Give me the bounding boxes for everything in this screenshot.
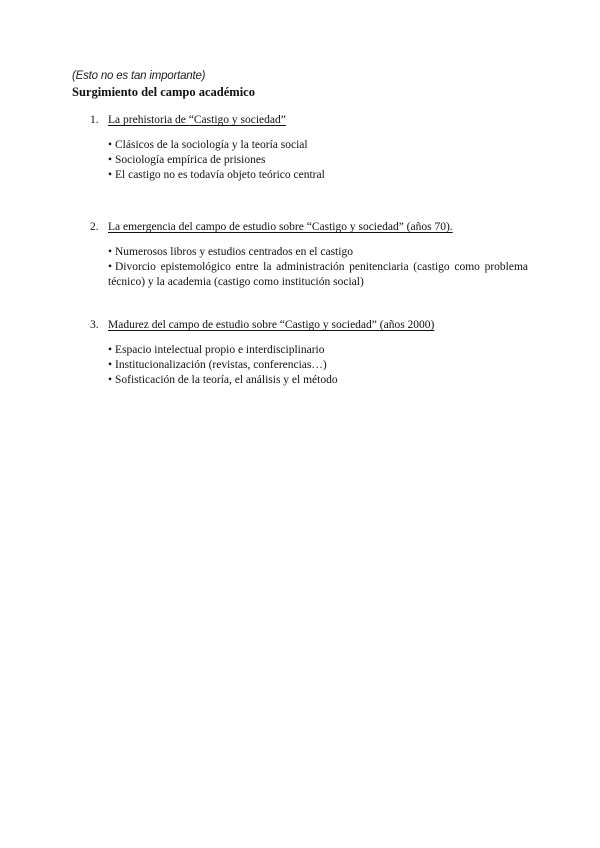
bullet-icon: • — [108, 359, 113, 371]
section-heading-label: La emergencia del campo de estudio sobre “Castigo y sociedad” (años 70). — [108, 221, 453, 233]
section-number: 1. — [90, 114, 99, 126]
list-item-text: Institucionalización (revistas, conferencias…) — [115, 359, 327, 371]
list-item — [108, 153, 528, 168]
bullet-icon: • — [108, 246, 113, 258]
list-item — [108, 358, 528, 373]
page-title: Surgimiento del campo académico — [72, 85, 255, 99]
section-number: 3. — [90, 319, 99, 331]
list-item-text: Espacio intelectual propio e interdisciplinario — [115, 344, 325, 356]
list-item — [108, 168, 528, 183]
section-heading — [90, 220, 528, 235]
bullet-icon: • — [108, 261, 113, 273]
list-item-text: Sofisticación de la teoría, el análisis y el método — [115, 374, 338, 386]
section-number: 2. — [90, 221, 99, 233]
list-item-text: El castigo no es todavía objeto teórico central — [115, 169, 325, 181]
list-item-text: Divorcio epistemológico entre la administración penitenciaria (castigo como problema técnico) y la academia (castigo como institución social) — [108, 261, 528, 288]
list-item — [108, 138, 528, 153]
bullet-icon: • — [108, 344, 113, 356]
section-prehistory — [90, 113, 528, 183]
list-item — [108, 260, 528, 290]
list-item — [108, 373, 528, 388]
list-item — [108, 343, 528, 358]
section-emergence — [90, 220, 528, 290]
bullet-list — [90, 138, 528, 183]
bullet-icon: • — [108, 139, 113, 151]
list-item-text: Clásicos de la sociología y la teoría social — [115, 139, 308, 151]
list-item-text: Sociología empírica de prisiones — [115, 154, 266, 166]
section-heading-label: La prehistoria de “Castigo y sociedad” — [108, 114, 286, 126]
section-heading — [90, 113, 528, 128]
section-maturity — [90, 318, 528, 388]
list-item-text: Numerosos libros y estudios centrados en el castigo — [115, 246, 353, 258]
bullet-icon: • — [108, 154, 113, 166]
section-heading — [90, 318, 528, 333]
list-item — [108, 245, 528, 260]
section-heading-label: Madurez del campo de estudio sobre “Castigo y sociedad” (años 2000) — [108, 319, 435, 331]
bullet-list — [90, 343, 528, 388]
bullet-icon: • — [108, 169, 113, 181]
importance-note: (Esto no es tan importante) — [72, 70, 206, 82]
bullet-list — [90, 245, 528, 290]
bullet-icon: • — [108, 374, 113, 386]
